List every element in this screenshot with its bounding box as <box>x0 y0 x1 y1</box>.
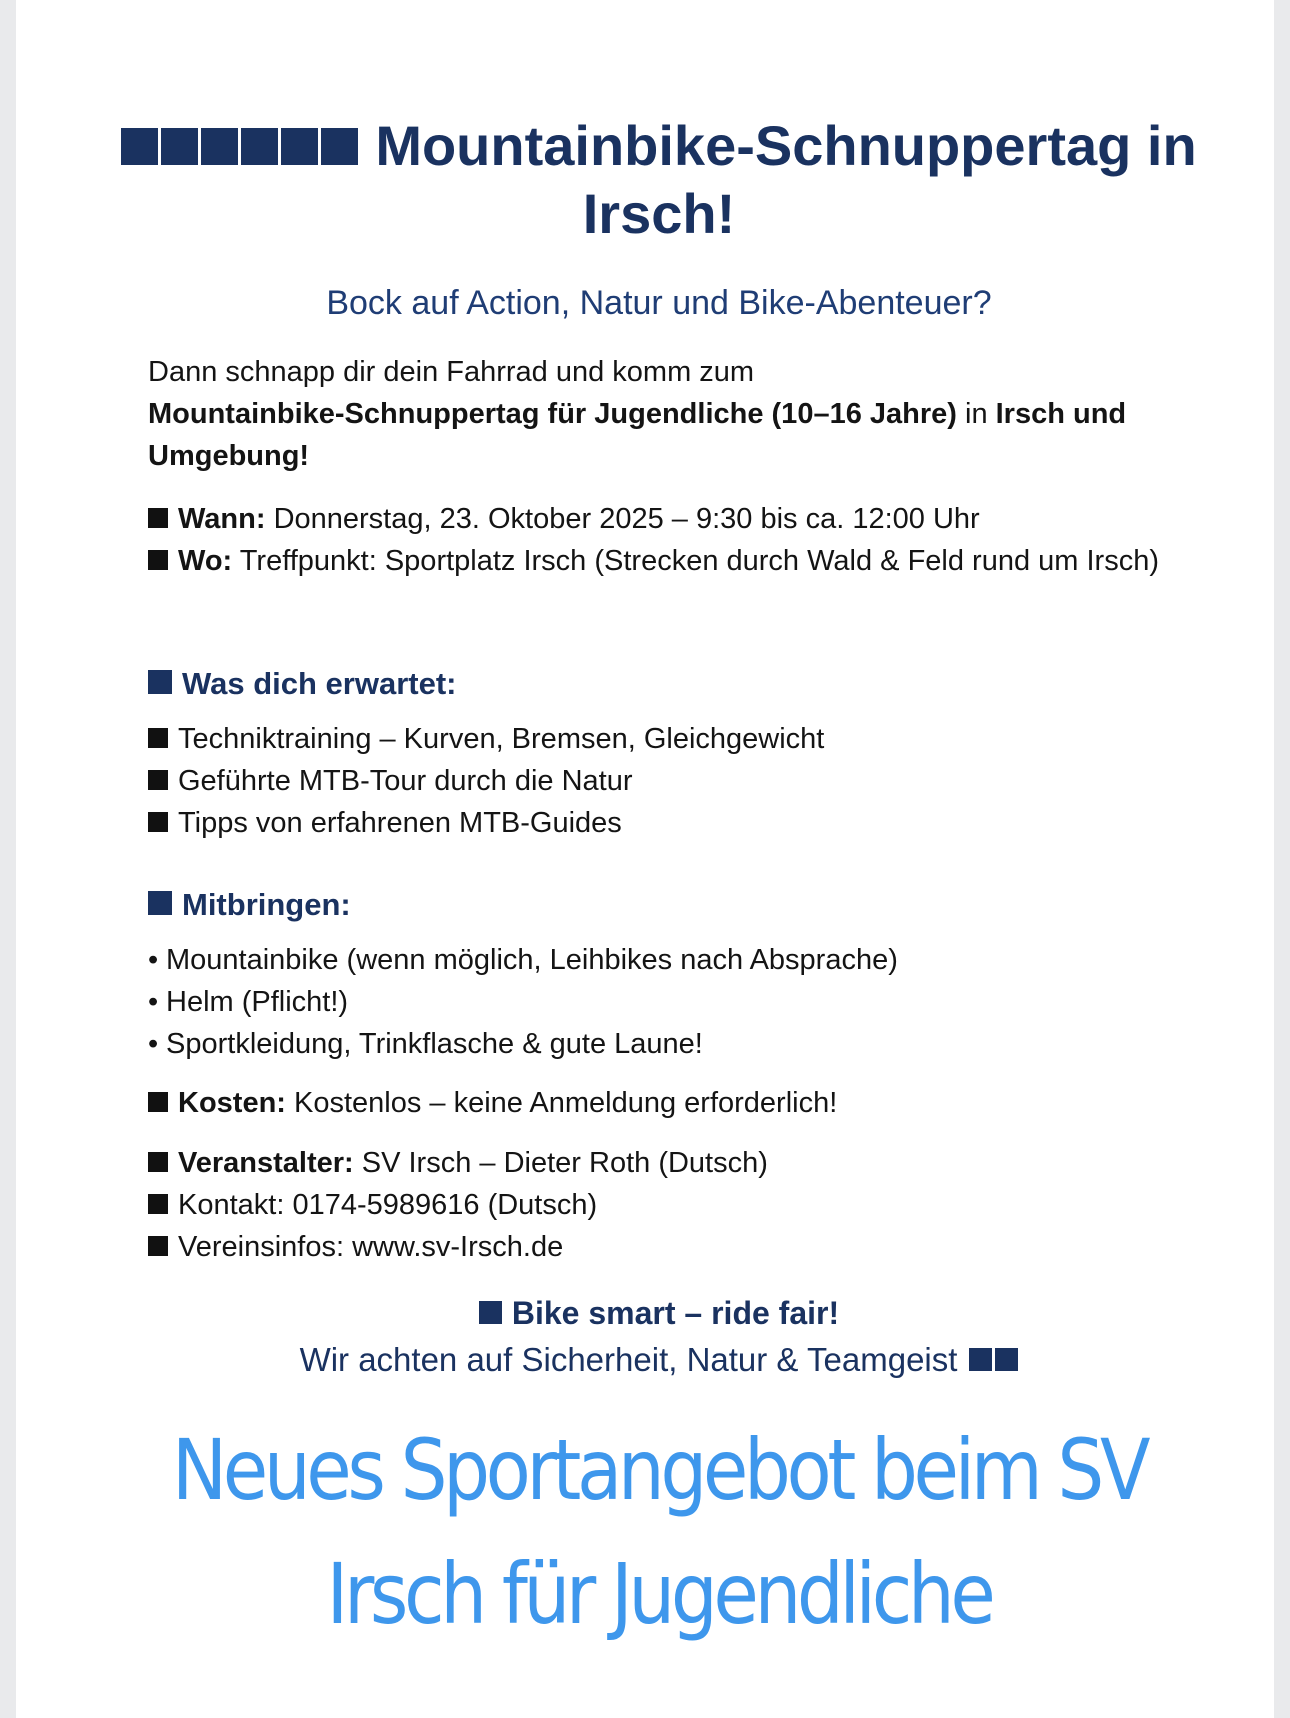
when-label: Wann: <box>178 503 266 535</box>
flyer-page <box>16 0 1274 1718</box>
bring-heading-text: Mitbringen: <box>182 887 351 922</box>
flyer-subtitle: Bock auf Action, Natur und Bike-Abenteuer? <box>326 284 992 322</box>
dot-bullet-icon: • <box>148 986 159 1018</box>
square-bullet-icon <box>148 891 172 915</box>
cost-label: Kosten: <box>178 1087 286 1119</box>
cost-line <box>148 1082 1208 1124</box>
organizer-value: SV Irsch – Dieter Roth (Dutsch) <box>353 1147 768 1179</box>
square-bullet-icon <box>148 1152 168 1172</box>
cost-value: Kostenlos – keine Anmeldung erforderlich! <box>285 1087 838 1119</box>
flyer-title <box>76 112 1242 248</box>
intro-paragraph <box>148 351 1208 477</box>
bring-item: Helm (Pflicht!) <box>166 986 349 1018</box>
intro-location: Irsch und Umgebung! <box>148 398 1127 472</box>
square-bullet-icon <box>148 670 172 694</box>
square-bullet-icon <box>148 1194 168 1214</box>
info-text: Vereinsinfos: www.sv-Irsch.de <box>178 1231 564 1263</box>
slogan-headline <box>76 1291 1242 1335</box>
slogan-line1: Bike smart – ride fair! <box>511 1295 840 1331</box>
square-bullet-icon <box>148 1236 168 1256</box>
contact-line <box>148 1184 1208 1226</box>
dot-bullet-icon: • <box>148 1028 159 1060</box>
list-item <box>148 1023 1208 1065</box>
expect-item: Tipps von erfahrenen MTB-Guides <box>178 807 622 839</box>
list-item <box>148 760 1208 802</box>
square-blocks-icon <box>969 1341 1018 1378</box>
expect-heading-text: Was dich erwartet: <box>182 666 457 701</box>
square-bullet-icon <box>148 1092 168 1112</box>
square-bullet-icon <box>148 508 168 528</box>
dot-bullet-icon: • <box>148 944 159 976</box>
list-item <box>148 939 1208 981</box>
organizer-line <box>148 1142 1208 1184</box>
intro-text: Dann schnapp dir dein Fahrrad und komm zum <box>148 356 755 388</box>
intro-event-name: Mountainbike-Schnuppertag für Jugendliche (10–16 Jahre) <box>148 398 957 430</box>
when-value: Donnerstag, 23. Oktober 2025 – 9:30 bis ca. 12:00 Uhr <box>265 503 980 535</box>
bring-list <box>148 939 1208 1065</box>
square-blocks-icon <box>121 112 361 180</box>
flyer-title-text: Mountainbike-Schnuppertag in Irsch! <box>375 114 1197 245</box>
when-line <box>148 498 1208 540</box>
banner-line1: Neues Sportangebot beim SV <box>171 1421 1147 1519</box>
square-bullet-icon <box>148 728 168 748</box>
expect-item: Geführte MTB-Tour durch die Natur <box>178 765 633 797</box>
square-bullet-icon <box>479 1301 502 1324</box>
expect-heading <box>148 662 456 706</box>
bring-item: Sportkleidung, Trinkflasche & gute Laune! <box>166 1028 703 1060</box>
square-bullet-icon <box>148 550 168 570</box>
banner-text <box>146 1408 1172 1656</box>
slogan-line2: Wir achten auf Sicherheit, Natur & Teamgeist <box>299 1341 958 1378</box>
list-item <box>148 802 1208 844</box>
intro-connector: in <box>956 398 996 430</box>
where-value: Treffpunkt: Sportplatz Irsch (Strecken durch Wald & Feld rund um Irsch) <box>232 545 1159 577</box>
contact-text: Kontakt: 0174-5989616 (Dutsch) <box>178 1189 598 1221</box>
square-bullet-icon <box>148 770 168 790</box>
list-item <box>148 718 1208 760</box>
when-where-block <box>148 498 1208 582</box>
expect-item: Techniktraining – Kurven, Bremsen, Gleichgewicht <box>178 723 825 755</box>
bring-item: Mountainbike (wenn möglich, Leihbikes nach Absprache) <box>166 944 898 976</box>
where-line <box>148 540 1208 582</box>
expect-list <box>148 718 1208 844</box>
banner-line2: Irsch für Jugendliche <box>326 1545 992 1643</box>
square-bullet-icon <box>148 812 168 832</box>
list-item <box>148 981 1208 1023</box>
organizer-block <box>148 1142 1208 1268</box>
bring-heading <box>148 883 351 927</box>
slogan-subline <box>76 1338 1242 1382</box>
organizer-label: Veranstalter: <box>178 1147 354 1179</box>
info-line <box>148 1226 1208 1268</box>
where-label: Wo: <box>178 545 233 577</box>
